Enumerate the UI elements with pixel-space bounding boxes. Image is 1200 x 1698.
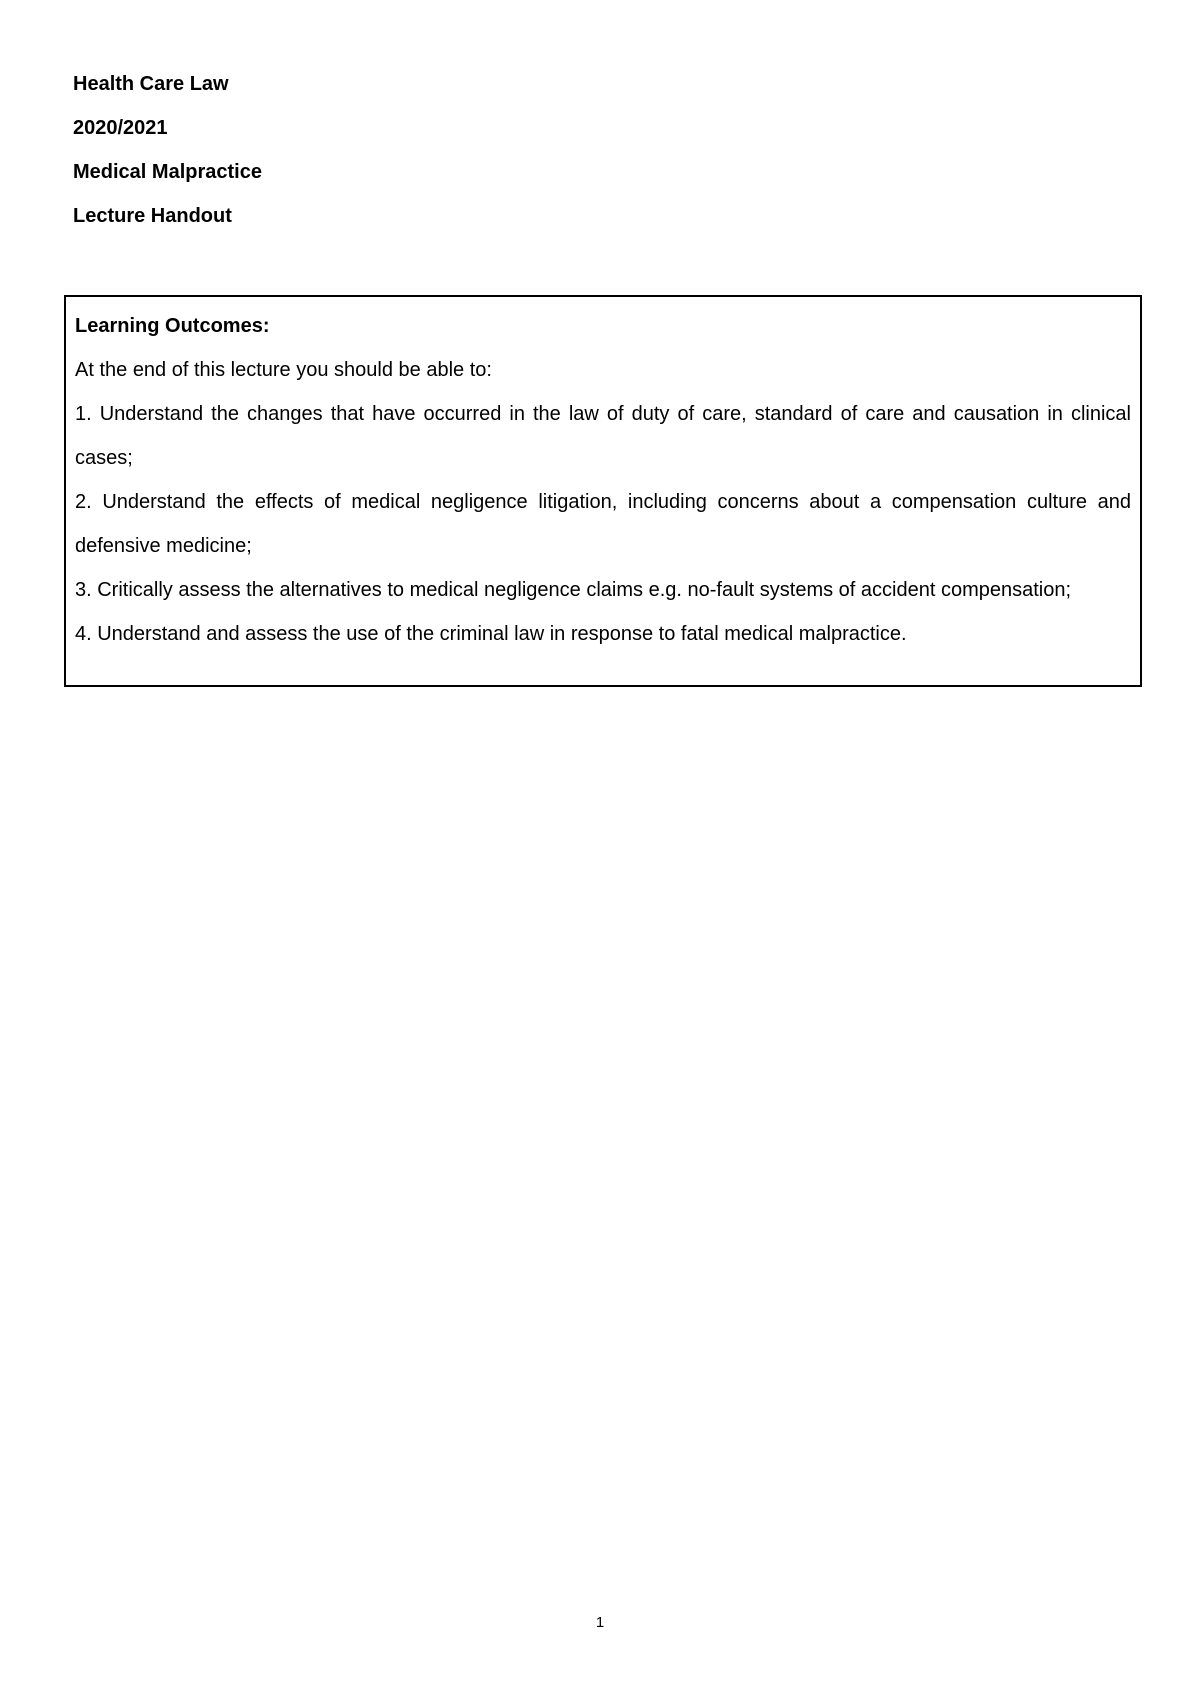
course-title: Health Care Law bbox=[73, 73, 229, 95]
learning-outcomes-intro: At the end of this lecture you should be able to: bbox=[75, 359, 492, 381]
document-header bbox=[73, 72, 673, 248]
learning-outcome-item: 4. Understand and assess the use of the criminal law in response to fatal medical malpractice. bbox=[75, 623, 907, 645]
learning-outcome-item: 2. Understand the effects of medical negligence litigation, including concerns about a compensation culture and defensive medicine; bbox=[75, 491, 1131, 557]
document-type: Lecture Handout bbox=[73, 205, 232, 227]
lecture-topic: Medical Malpractice bbox=[73, 161, 262, 183]
page-number: 1 bbox=[595, 1614, 605, 1631]
learning-outcomes-box bbox=[64, 295, 1142, 687]
learning-outcomes-list bbox=[75, 392, 1131, 656]
learning-outcomes-title: Learning Outcomes: bbox=[75, 315, 270, 337]
learning-outcome-item: 3. Critically assess the alternatives to medical negligence claims e.g. no-fault systems of accident compensation; bbox=[75, 579, 1072, 601]
academic-year: 2020/2021 bbox=[73, 117, 168, 139]
learning-outcome-item: 1. Understand the changes that have occurred in the law of duty of care, standard of care and causation in clinical cases; bbox=[75, 403, 1131, 469]
